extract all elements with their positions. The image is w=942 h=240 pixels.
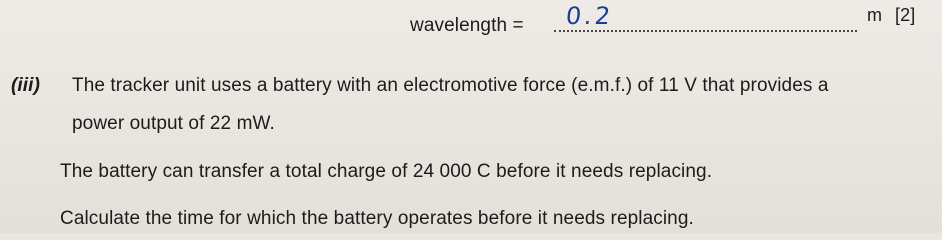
question-text-line1: The tracker unit uses a battery with an electromotive force (e.m.f.) of 11 V that provides a xyxy=(72,75,829,96)
question-text-line3: The battery can transfer a total charge of 24 000 C before it needs replacing. xyxy=(60,161,713,182)
marks-label: [2] xyxy=(895,5,916,25)
answer-dotted-line xyxy=(554,30,857,32)
handwritten-answer: 0.2 xyxy=(564,2,615,30)
wavelength-label: wavelength = xyxy=(410,15,524,36)
question-number: (iii) xyxy=(11,75,40,96)
question-text-line2: power output of 22 mW. xyxy=(72,113,275,134)
question-text-line4: Calculate the time for which the battery operates before it needs replacing. xyxy=(60,208,694,229)
wavelength-unit: m xyxy=(867,5,883,25)
